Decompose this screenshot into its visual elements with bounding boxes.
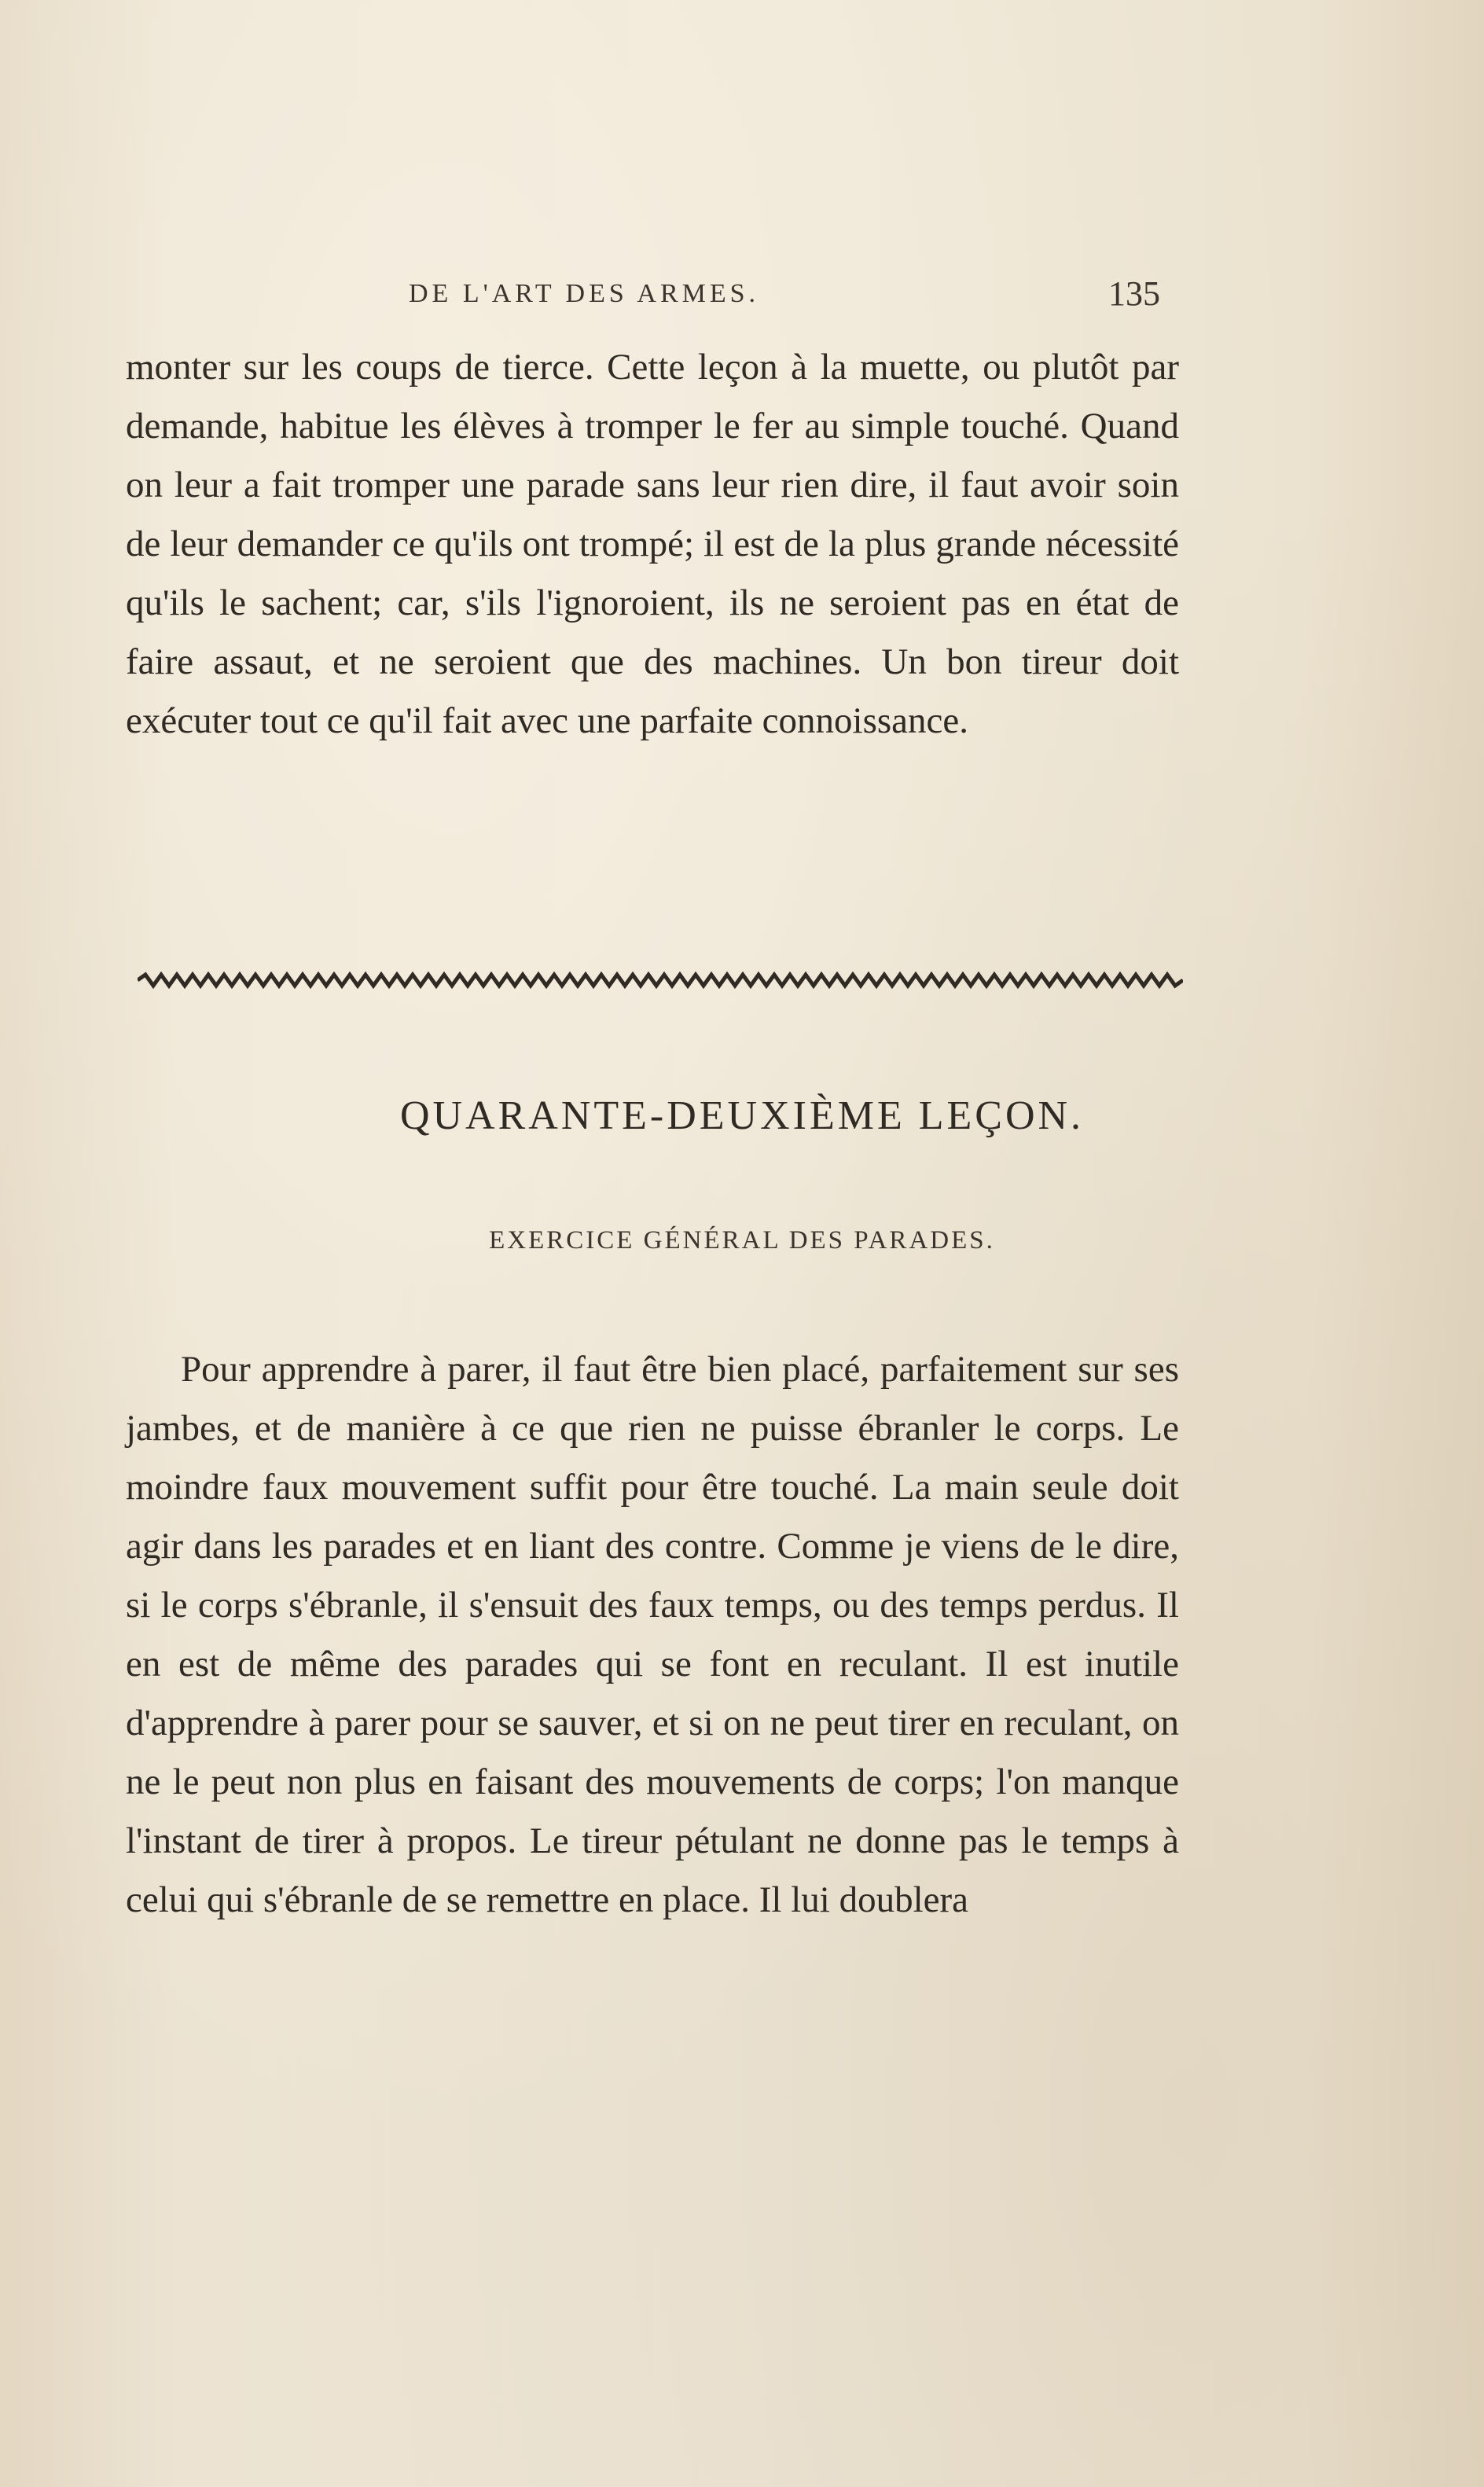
wavy-rule-ornament-icon: [138, 971, 1183, 990]
lesson-title: QUARANTE-DEUXIÈME LEÇON.: [399, 1093, 1085, 1138]
body-text-top: [126, 338, 1179, 751]
running-head: DE L'ART DES ARMES.: [409, 279, 760, 308]
lesson-subtitle: EXERCICE GÉNÉRAL DES PARADES.: [489, 1226, 995, 1255]
page-number: 135: [1108, 274, 1160, 313]
paragraph-continuation: monter sur les coups de tierce. Cette leçon à la muette, ou plutôt par demande, habitue les élèves à tromper le fer au simple touché. Quand on leur a fait tromper une parade sans leur rien dire, il faut avoir soin de leur demander ce qu'ils ont trompé; il est de la plus grande nécessité qu'ils le sachent; car, s'ils l'ignoroient, ils ne seroient pas en état de faire assaut, et ne seroient que des machines. Un bon tireur doit exécuter tout ce qu'il fait avec une parfaite connoissance.: [126, 347, 1179, 741]
body-text-bottom: [126, 1340, 1179, 1930]
paragraph-lesson: Pour apprendre à parer, il faut être bien placé, parfaitement sur ses jambes, et de manière à ce que rien ne puisse ébranler le corps. Le moindre faux mouvement suffit pour être touché. La main seule doit agir dans les parades et en liant des contre. Comme je viens de le dire, si le corps s'ébranle, il s'ensuit des faux temps, ou des temps perdus. Il en est de même des parades qui se font en reculant. Il est inutile d'apprendre à parer pour se sauver, et si on ne peut tirer en reculant, on ne le peut non plus en faisant des mouvements de corps; l'on manque l'instant de tirer à propos. Le tireur pétulant ne donne pas le temps à celui qui s'ébranle de se remettre en place. Il lui doublera: [126, 1349, 1179, 1920]
